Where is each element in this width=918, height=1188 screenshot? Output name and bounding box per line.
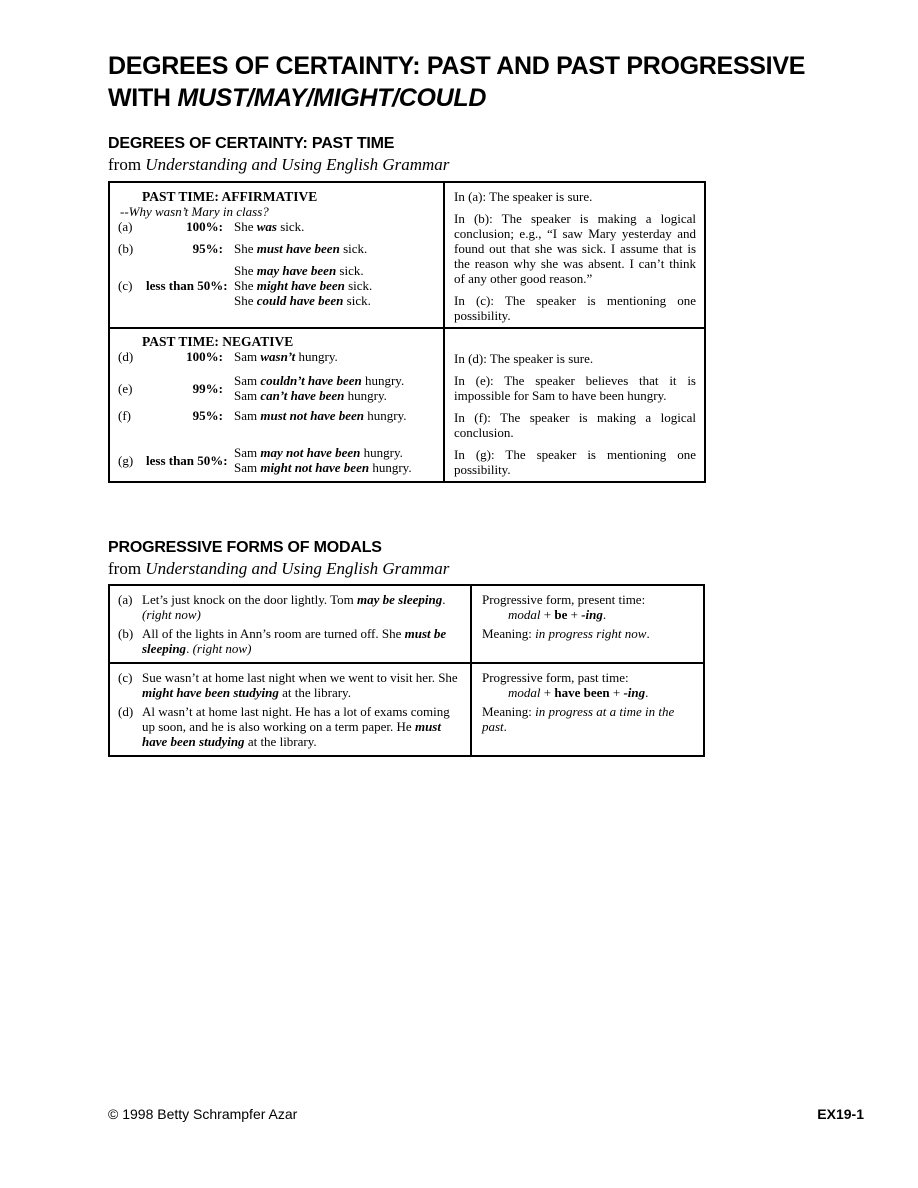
- example-g: [118, 445, 439, 475]
- example-label: (a): [118, 219, 133, 234]
- form-meaning: Meaning: in progress right now.: [482, 626, 650, 641]
- note-a: In (a): The speaker is sure.: [454, 189, 593, 204]
- note-d: In (d): The speaker is sure.: [454, 351, 594, 366]
- example-prompt: --Why wasn’t Mary in class?: [120, 204, 269, 219]
- title-modals: MUST/MAY/MIGHT/COULD: [177, 84, 487, 112]
- affirmative-notes: [444, 182, 705, 328]
- book-title: Understanding and Using English Grammar: [145, 559, 450, 578]
- example-b: [118, 626, 464, 656]
- present-examples: [109, 585, 471, 663]
- form-formula: modal + have been + -ing.: [508, 685, 649, 700]
- example-sentence: Let’s just knock on the door lightly. Tom may be sleeping. (right now): [142, 592, 446, 622]
- certainty-percent: 99%:: [192, 380, 223, 396]
- example-label: (d): [118, 704, 134, 719]
- form-meaning: Meaning: in progress at a time in the past.: [482, 704, 675, 734]
- page-code: EX19-1: [817, 1106, 864, 1122]
- negative-examples: [109, 328, 444, 482]
- book-title: Understanding and Using English Grammar: [145, 155, 450, 174]
- example-a: [118, 219, 439, 234]
- example-label: (a): [118, 592, 133, 607]
- page-title: [108, 50, 868, 114]
- example-sentences: Sam may not have been hungry. Sam might not have been hungry.: [234, 445, 412, 475]
- note-c: In (c): The speaker is mentioning one possibility.: [454, 293, 696, 323]
- example-a: [118, 592, 464, 622]
- past-examples: [109, 663, 471, 756]
- example-label: (g): [118, 452, 134, 468]
- example-d: [118, 349, 439, 364]
- example-sentence: Sam wasn’t hungry.: [234, 349, 338, 364]
- example-sentence: Sam must not have been hungry.: [234, 408, 407, 423]
- certainty-percent: 95%:: [192, 241, 223, 256]
- affirmative-heading: PAST TIME: AFFIRMATIVE: [142, 189, 318, 204]
- example-label: (c): [118, 278, 133, 293]
- example-e: [118, 373, 439, 403]
- example-c: [118, 263, 439, 308]
- negative-heading: PAST TIME: NEGATIVE: [142, 334, 294, 349]
- example-d: [118, 704, 464, 749]
- present-form-explanation: [471, 585, 704, 663]
- note-f: In (f): The speaker is making a logical conclusion.: [454, 410, 696, 440]
- example-label: (e): [118, 380, 133, 396]
- example-sentences: Sam couldn’t have been hungry. Sam can’t have been hungry.: [234, 373, 405, 403]
- example-label: (c): [118, 670, 133, 685]
- example-b: [118, 241, 439, 256]
- certainty-percent: less than 50%:: [146, 278, 228, 293]
- negative-row: [109, 328, 705, 482]
- form-title: Progressive form, present time:: [482, 592, 646, 607]
- form-formula: modal + be + -ing.: [508, 607, 607, 622]
- section-source: from Understanding and Using English Grammar: [108, 559, 450, 578]
- example-label: (d): [118, 349, 134, 364]
- note-g: In (g): The speaker is mentioning one possibility.: [454, 447, 696, 477]
- certainty-percent: less than 50%:: [146, 452, 228, 468]
- note-e: In (e): The speaker believes that it is impossible for Sam to have been hungry.: [454, 373, 696, 403]
- example-c: [118, 670, 464, 700]
- example-f: [118, 408, 439, 423]
- title-line-1: DEGREES OF CERTAINTY: PAST AND PAST PROGRESSIVE: [108, 52, 806, 80]
- progressive-modals-table: [108, 584, 705, 757]
- section-source: from Understanding and Using English Grammar: [108, 155, 450, 174]
- section-heading-progressive: PROGRESSIVE FORMS OF MODALS: [108, 539, 382, 556]
- form-title: Progressive form, past time:: [482, 670, 629, 685]
- example-sentence: All of the lights in Ann’s room are turned off. She must be sleeping. (right now): [142, 626, 447, 656]
- example-label: (f): [118, 408, 131, 423]
- past-progressive-row: [109, 663, 704, 756]
- example-label: (b): [118, 241, 134, 256]
- note-b: In (b): The speaker is making a logical conclusion; e.g., “I saw Mary yesterday and found out that she was sick. I assume that is the reason why she was absent. I can’t think of any other good reason.”: [454, 211, 696, 286]
- present-progressive-row: [109, 585, 704, 663]
- affirmative-examples: [109, 182, 444, 328]
- certainty-percent: 100%:: [186, 349, 223, 364]
- title-line-2: WITH MUST/MAY/MIGHT/COULD: [108, 84, 487, 112]
- section-heading-past-time: DEGREES OF CERTAINTY: PAST TIME: [108, 135, 395, 152]
- negative-notes: [444, 328, 705, 482]
- certainty-percent: 95%:: [192, 408, 223, 423]
- example-sentence: She was sick.: [234, 219, 305, 234]
- example-sentence: Sue wasn’t at home last night when we went to visit her. She might have been studying at the library.: [142, 670, 458, 700]
- certainty-percent: 100%:: [186, 219, 223, 234]
- past-time-table: [108, 181, 706, 483]
- example-label: (b): [118, 626, 134, 641]
- past-form-explanation: [471, 663, 704, 756]
- example-sentences: She may have been sick. She might have been sick. She could have been sick.: [234, 263, 373, 308]
- affirmative-row: [109, 182, 705, 328]
- copyright-notice: © 1998 Betty Schrampfer Azar: [108, 1106, 298, 1122]
- example-sentence: Al wasn’t at home last night. He has a lot of exams coming up soon, and he is also working on a term paper. He must have been studying at the library.: [142, 704, 450, 749]
- example-sentence: She must have been sick.: [234, 241, 368, 256]
